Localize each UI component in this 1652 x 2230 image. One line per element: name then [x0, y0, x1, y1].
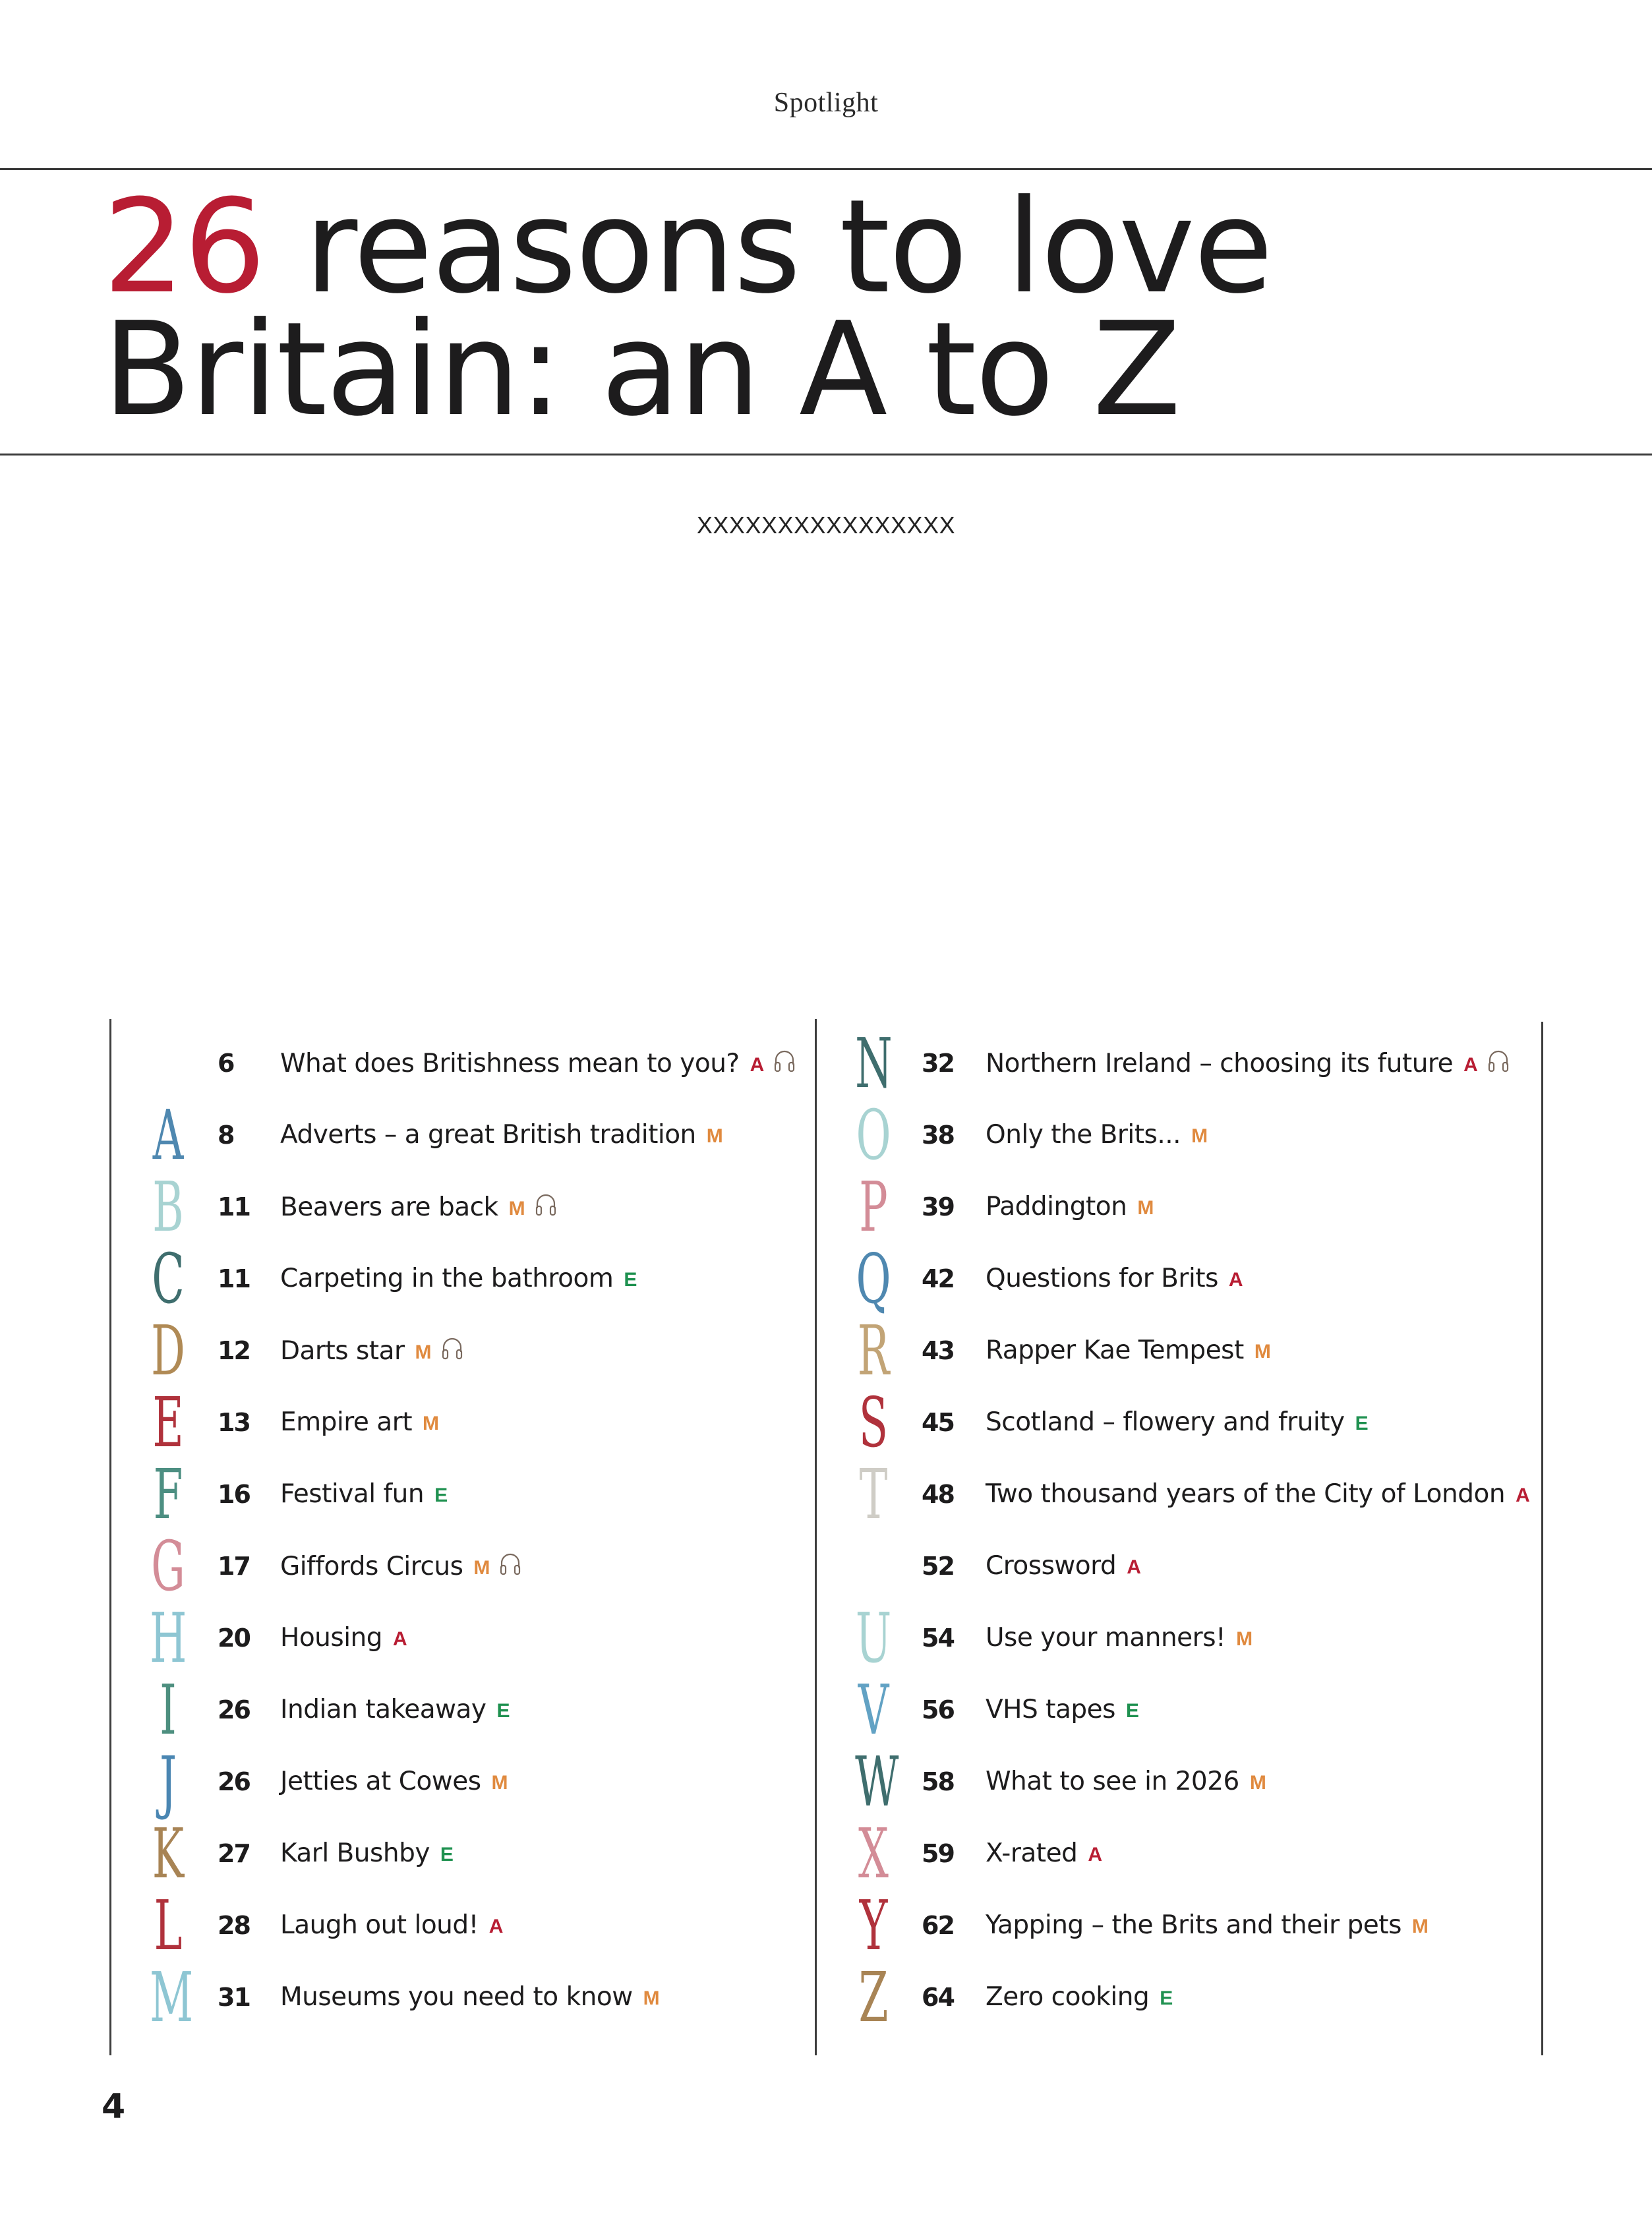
- level-badge: M: [1191, 1125, 1208, 1147]
- level-badge: A: [1127, 1556, 1141, 1578]
- entry-title: What does Britishness mean to you?: [280, 1049, 740, 1078]
- entry-title-wrap: [280, 1192, 557, 1224]
- level-badge: E: [440, 1844, 454, 1865]
- entry-page-number: 42: [922, 1264, 954, 1293]
- entry-title: X-rated: [986, 1838, 1078, 1868]
- entry-title-wrap: [986, 1479, 1530, 1511]
- level-badge: M: [1411, 1916, 1429, 1937]
- entry-page-number: 8: [218, 1121, 234, 1150]
- entry-title-wrap: [280, 1695, 510, 1726]
- entry-page-number: 6: [218, 1049, 234, 1078]
- entry-page-number: 39: [922, 1192, 954, 1221]
- entry-title-wrap: [280, 1551, 521, 1583]
- entry-title-wrap: [280, 1335, 463, 1368]
- level-badge: A: [1088, 1844, 1102, 1865]
- level-badge: E: [1125, 1700, 1139, 1722]
- entry-title-wrap: [986, 1407, 1369, 1439]
- title-line-2: Britain: an A to Z: [103, 295, 1180, 445]
- level-badge: A: [750, 1054, 765, 1076]
- entry-title: Museums you need to know: [280, 1982, 633, 2012]
- level-badge: M: [1254, 1341, 1271, 1363]
- entry-title: Housing: [280, 1623, 383, 1653]
- entry-page-number: 52: [922, 1552, 954, 1581]
- drop-letter: L: [154, 1885, 183, 1966]
- level-badge: A: [393, 1628, 407, 1650]
- level-badge: M: [1236, 1628, 1253, 1650]
- entry-title: What to see in 2026: [986, 1767, 1239, 1796]
- level-badge: A: [1228, 1269, 1243, 1291]
- entry-title: Adverts – a great British tradition: [280, 1120, 696, 1150]
- title-line-1-text: reasons to love: [264, 172, 1272, 322]
- level-badge: M: [1137, 1197, 1154, 1219]
- toc-entry-left-13[interactable]: [112, 1957, 811, 2038]
- drop-letter: H: [150, 1598, 187, 1678]
- entry-title-wrap: [986, 1264, 1243, 1295]
- toc-entry-right-8[interactable]: [817, 1598, 1539, 1678]
- drop-letter: K: [152, 1813, 185, 1894]
- entry-title: Yapping – the Brits and their pets: [986, 1910, 1401, 1940]
- drop-letter: S: [858, 1382, 889, 1463]
- entry-page-number: 13: [218, 1408, 250, 1437]
- toc-entry-right-6[interactable]: [817, 1454, 1539, 1535]
- entry-title-wrap: [986, 1982, 1173, 2014]
- toc-entry-left-8[interactable]: [112, 1598, 811, 1678]
- drop-letter: F: [153, 1454, 183, 1535]
- entry-title-wrap: [986, 1120, 1208, 1152]
- column-divider-left: [109, 1019, 111, 2055]
- drop-letter: T: [859, 1454, 888, 1535]
- entry-title: Festival fun: [280, 1479, 425, 1509]
- entry-title: Laugh out loud!: [280, 1910, 479, 1940]
- entry-title-wrap: [280, 1407, 439, 1439]
- entry-title-wrap: [986, 1551, 1141, 1583]
- title-bottom-rule: [0, 454, 1652, 455]
- entry-title: Rapper Kae Tempest: [986, 1335, 1244, 1365]
- entry-page-number: 20: [218, 1624, 250, 1653]
- level-badge: M: [415, 1341, 432, 1363]
- toc-entry-right-12[interactable]: [817, 1885, 1539, 1966]
- entry-page-number: 32: [922, 1049, 954, 1078]
- headphones-icon[interactable]: [441, 1335, 463, 1361]
- column-divider-right: [1541, 1022, 1543, 2055]
- entry-title: Jetties at Cowes: [280, 1767, 481, 1796]
- entry-page-number: 45: [922, 1408, 954, 1437]
- drop-letter: Q: [856, 1239, 891, 1319]
- drop-letter: M: [150, 1957, 194, 2038]
- level-badge: E: [624, 1269, 637, 1291]
- entry-page-number: 16: [218, 1480, 250, 1509]
- toc-entry-left-0[interactable]: [112, 1027, 811, 1099]
- drop-letter: Y: [859, 1885, 888, 1966]
- entry-title-wrap: [280, 1982, 660, 2014]
- title-line-1: [103, 172, 1272, 322]
- level-badge: E: [434, 1484, 448, 1506]
- entry-title: Northern Ireland – choosing its future: [986, 1049, 1454, 1078]
- entry-title: Zero cooking: [986, 1982, 1150, 2012]
- entry-page-number: 62: [922, 1911, 954, 1940]
- entry-title-wrap: [986, 1767, 1266, 1798]
- entry-title: Indian takeaway: [280, 1695, 487, 1724]
- entry-page-number: 43: [922, 1336, 954, 1365]
- entry-title: Crossword: [986, 1551, 1117, 1581]
- entry-title-wrap: [280, 1479, 448, 1511]
- level-badge: M: [473, 1557, 490, 1579]
- entry-title: Use your manners!: [986, 1623, 1226, 1653]
- entry-title-wrap: [986, 1048, 1510, 1080]
- level-badge: M: [706, 1125, 723, 1147]
- entry-title-wrap: [280, 1767, 508, 1798]
- entry-page-number: 31: [218, 1983, 250, 2012]
- entry-title: Questions for Brits: [986, 1264, 1218, 1293]
- toc-entry-left-4[interactable]: [112, 1310, 811, 1391]
- level-badge: A: [1463, 1054, 1478, 1076]
- entry-page-number: 12: [218, 1336, 250, 1365]
- entry-title: Two thousand years of the City of London: [986, 1479, 1506, 1509]
- level-badge: E: [496, 1700, 510, 1722]
- toc-entry-right-10[interactable]: [817, 1742, 1539, 1822]
- drop-letter: B: [152, 1167, 184, 1247]
- entry-title: Empire art: [280, 1407, 413, 1437]
- toc-column-left: [112, 1027, 811, 2038]
- drop-letter: I: [160, 1670, 177, 1750]
- level-badge: A: [1516, 1484, 1530, 1506]
- toc-entry-left-12[interactable]: [112, 1885, 811, 1966]
- level-badge: E: [1355, 1413, 1369, 1434]
- entry-title: Giffords Circus: [280, 1552, 463, 1581]
- toc-entry-left-6[interactable]: [112, 1454, 811, 1535]
- drop-letter: C: [152, 1239, 185, 1319]
- toc-entry-right-2[interactable]: [817, 1167, 1539, 1247]
- level-badge: M: [508, 1198, 525, 1219]
- entry-title: Scotland – flowery and fruity: [986, 1407, 1345, 1437]
- toc-entry-left-3[interactable]: [112, 1239, 811, 1319]
- entry-title-wrap: [280, 1264, 637, 1295]
- drop-letter: W: [855, 1742, 899, 1822]
- title-accent-number: 26: [103, 172, 265, 322]
- toc-entry-right-3[interactable]: [817, 1239, 1539, 1319]
- page-title: [103, 172, 1272, 445]
- entry-title-wrap: [986, 1623, 1253, 1655]
- drop-letter: Z: [858, 1957, 889, 2038]
- drop-letter: U: [855, 1598, 892, 1678]
- drop-letter: P: [859, 1167, 888, 1247]
- entry-page-number: 26: [218, 1695, 250, 1724]
- top-rule: [0, 168, 1652, 170]
- headphones-icon[interactable]: [773, 1048, 796, 1073]
- drop-letter: D: [151, 1310, 185, 1391]
- entry-title-wrap: [986, 1838, 1102, 1870]
- entry-page-number: 38: [922, 1121, 954, 1150]
- toc-column-right: [817, 1023, 1539, 2038]
- toc-entry-left-7[interactable]: [112, 1526, 811, 1606]
- entry-title-wrap: [986, 1192, 1154, 1223]
- headphones-icon[interactable]: [499, 1551, 521, 1576]
- toc-entry-left-2[interactable]: [112, 1167, 811, 1247]
- drop-letter: V: [858, 1670, 889, 1750]
- entry-title: Beavers are back: [280, 1192, 498, 1222]
- entry-page-number: 11: [218, 1192, 250, 1221]
- entry-title: Only the Brits...: [986, 1120, 1181, 1150]
- toc-entry-left-11[interactable]: [112, 1813, 811, 1894]
- drop-letter: A: [152, 1095, 184, 1175]
- toc-entry-right-13[interactable]: [817, 1957, 1539, 2038]
- entry-page-number: 11: [218, 1264, 250, 1293]
- drop-letter: E: [152, 1382, 184, 1463]
- toc-entry-left-1[interactable]: [112, 1095, 811, 1175]
- entry-title-wrap: [986, 1910, 1429, 1942]
- toc-entry-right-1[interactable]: [817, 1095, 1539, 1175]
- level-badge: M: [643, 1987, 660, 2009]
- entry-page-number: 27: [218, 1839, 250, 1868]
- entry-title-wrap: [280, 1910, 503, 1942]
- level-badge: M: [423, 1413, 440, 1434]
- entry-page-number: 17: [218, 1552, 250, 1581]
- level-badge: M: [491, 1772, 508, 1794]
- drop-letter: N: [855, 1023, 893, 1103]
- entry-title-wrap: [986, 1335, 1271, 1367]
- level-badge: M: [1249, 1772, 1266, 1794]
- toc-entry-left-9[interactable]: [112, 1670, 811, 1750]
- toc-entry-right-4[interactable]: [817, 1310, 1539, 1391]
- toc-entry-right-5[interactable]: [817, 1382, 1539, 1463]
- entry-page-number: 59: [922, 1839, 954, 1868]
- entry-title-wrap: [280, 1048, 796, 1080]
- entry-title: VHS tapes: [986, 1695, 1115, 1724]
- entry-title-wrap: [280, 1623, 407, 1655]
- entry-title-wrap: [280, 1120, 723, 1152]
- headphones-icon[interactable]: [1487, 1048, 1510, 1073]
- entry-title: Karl Bushby: [280, 1838, 430, 1868]
- entry-title-wrap: [986, 1695, 1139, 1726]
- entry-page-number: 26: [218, 1767, 250, 1796]
- page-number: 4: [102, 2087, 126, 2127]
- toc-entry-right-9[interactable]: [817, 1670, 1539, 1750]
- toc-entry-left-10[interactable]: [112, 1742, 811, 1822]
- entry-title: Paddington: [986, 1192, 1127, 1221]
- entry-page-number: 48: [922, 1480, 954, 1509]
- subtitle-placeholder: XXXXXXXXXXXXXXXX: [696, 512, 956, 539]
- toc-entry-right-7[interactable]: [817, 1530, 1539, 1602]
- level-badge: A: [488, 1916, 504, 1937]
- entry-page-number: 54: [922, 1624, 954, 1653]
- toc-entry-right-11[interactable]: [817, 1813, 1539, 1894]
- drop-letter: R: [857, 1310, 890, 1391]
- headphones-icon[interactable]: [535, 1192, 557, 1217]
- entry-page-number: 58: [922, 1767, 954, 1796]
- entry-page-number: 64: [922, 1983, 954, 2012]
- drop-letter: G: [151, 1526, 185, 1606]
- entry-title: Darts star: [280, 1336, 405, 1366]
- toc-entry-left-5[interactable]: [112, 1382, 811, 1463]
- drop-letter: J: [160, 1742, 177, 1822]
- entry-page-number: 28: [218, 1911, 250, 1940]
- drop-letter: O: [856, 1095, 891, 1175]
- entry-title: Carpeting in the bathroom: [280, 1264, 614, 1293]
- level-badge: E: [1160, 1987, 1173, 2009]
- column-divider-middle: [815, 1019, 817, 2055]
- entry-page-number: 56: [922, 1695, 954, 1724]
- drop-letter: X: [858, 1813, 889, 1894]
- entry-title-wrap: [280, 1838, 454, 1870]
- section-label: Spotlight: [773, 88, 879, 118]
- toc-entry-right-0[interactable]: [817, 1023, 1539, 1103]
